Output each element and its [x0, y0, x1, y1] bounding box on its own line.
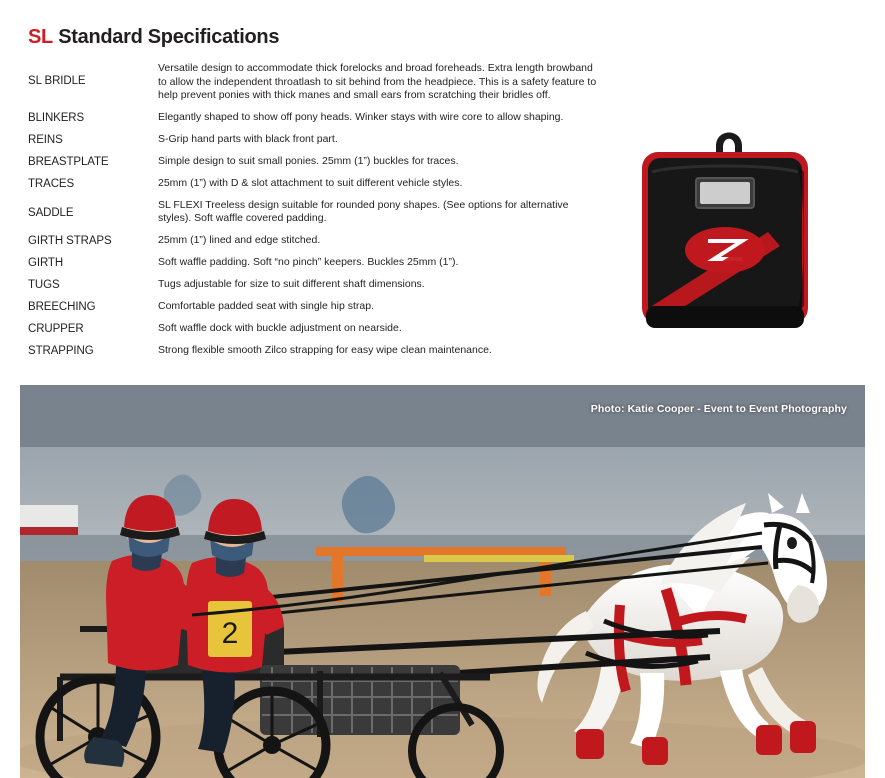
spec-description: Versatile design to accommodate thick forelocks and broad foreheads. Extra length browband to allow the independent throatlash to sit behind from the headpiece. This is a safety feature to help prevent ponies with thick manes and small ears from scratching their bridles off. — [158, 62, 597, 101]
page-title — [28, 26, 279, 49]
spec-description: S-Grip hand parts with black front part. — [158, 132, 338, 145]
page-title-brand: SL — [28, 26, 53, 48]
harness-bag-illustration — [618, 120, 830, 335]
spec-label: BREECHING — [28, 300, 96, 313]
spec-description: Strong flexible smooth Zilco strapping for easy wipe clean maintenance. — [158, 343, 492, 356]
table-row — [28, 234, 603, 248]
table-row — [28, 344, 603, 358]
spec-label: CRUPPER — [28, 322, 84, 335]
spec-label: STRAPPING — [28, 344, 94, 357]
spec-description: 25mm (1”) lined and edge stitched. — [158, 233, 321, 246]
photo-credit: Photo: Katie Cooper - Event to Event Photography — [590, 403, 847, 415]
table-row — [28, 155, 603, 169]
carriage-driving-illustration — [20, 385, 865, 778]
table-row — [28, 111, 603, 125]
carriage-driving-photo — [20, 385, 865, 778]
table-row — [28, 322, 603, 336]
table-row — [28, 62, 603, 103]
spec-label: REINS — [28, 133, 63, 146]
spec-label: SL BRIDLE — [28, 75, 86, 87]
spec-label: GIRTH STRAPS — [28, 234, 112, 247]
spec-label: TUGS — [28, 278, 60, 291]
specifications-table — [28, 62, 603, 366]
spec-description: Elegantly shaped to show off pony heads. Winker stays with wire core to allow shaping. — [158, 110, 564, 123]
spec-description: 25mm (1”) with D & slot attachment to suit different vehicle styles. — [158, 176, 463, 189]
page-title-text: Standard Specifications — [58, 26, 280, 48]
table-row — [28, 199, 603, 226]
spec-description: Soft waffle padding. Soft “no pinch” keepers. Buckles 25mm (1”). — [158, 255, 459, 268]
spec-description: Soft waffle dock with buckle adjustment on nearside. — [158, 321, 402, 334]
spec-label: SADDLE — [28, 206, 74, 219]
svg-text:2: 2 — [221, 617, 239, 650]
spec-description: Tugs adjustable for size to suit different shaft dimensions. — [158, 277, 425, 290]
spec-label: GIRTH — [28, 256, 64, 269]
spec-description: Comfortable padded seat with single hip strap. — [158, 299, 374, 312]
table-row — [28, 300, 603, 314]
spec-label: BLINKERS — [28, 111, 85, 124]
table-row — [28, 278, 603, 292]
table-row — [28, 133, 603, 147]
spec-label: TRACES — [28, 177, 75, 190]
table-row — [28, 177, 603, 191]
harness-bag-image — [618, 120, 830, 335]
table-row — [28, 256, 603, 270]
spec-label: BREASTPLATE — [28, 155, 109, 168]
spec-description: SL FLEXI Treeless design suitable for rounded pony shapes. (See options for alternative styles). Soft waffle covered padding. — [158, 198, 569, 224]
spec-description: Simple design to suit small ponies. 25mm (1”) buckles for traces. — [158, 154, 459, 167]
